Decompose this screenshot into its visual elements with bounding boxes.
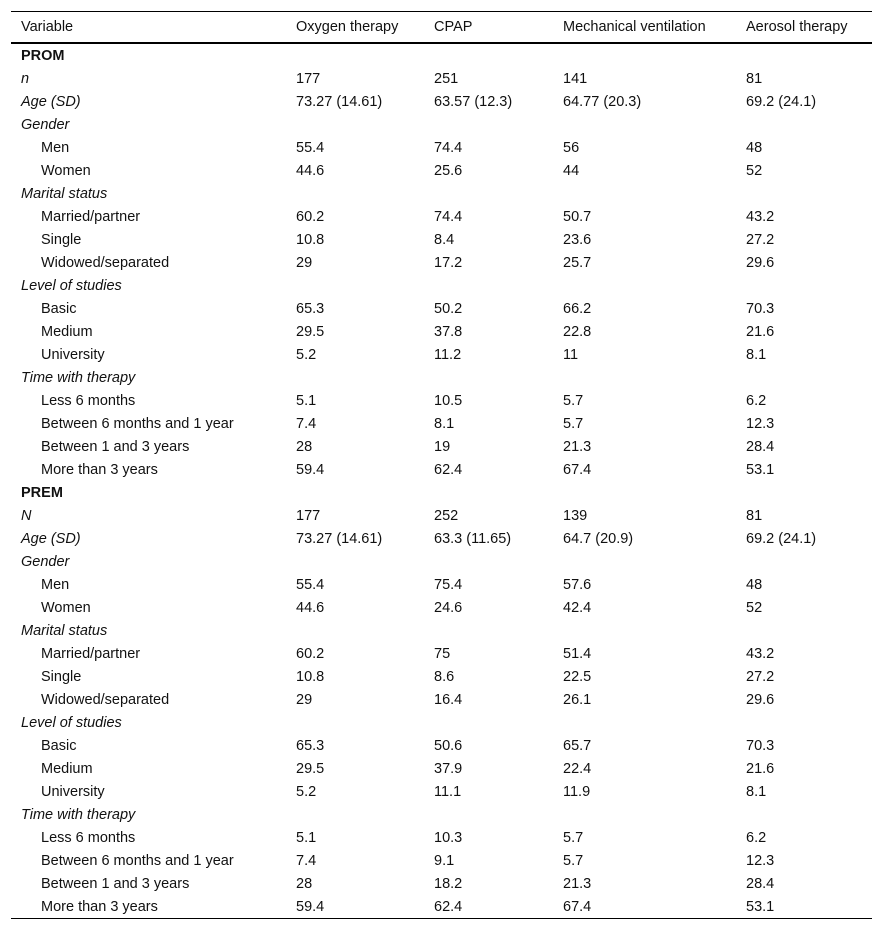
row-label: Married/partner — [41, 645, 141, 662]
row-label: More than 3 years — [41, 461, 158, 478]
column-header-oxygen-therapy: Oxygen therapy — [296, 19, 399, 35]
row-label: Women — [41, 162, 91, 179]
row-label: Between 6 months and 1 year — [41, 852, 234, 869]
cell-value: 6.2 — [746, 392, 767, 409]
table-row — [11, 849, 872, 872]
cell-value: 6.2 — [746, 829, 767, 846]
table-row — [11, 688, 872, 711]
table-row — [11, 872, 872, 895]
table-row — [11, 343, 872, 366]
category-row — [11, 366, 872, 389]
cell-value: 21.3 — [563, 875, 592, 892]
cell-value: 37.9 — [434, 760, 463, 777]
row-label: N — [21, 507, 32, 524]
cell-value: 81 — [746, 507, 763, 524]
section-row — [11, 481, 872, 504]
table-body — [11, 43, 872, 919]
cell-value: 74.4 — [434, 208, 463, 225]
cell-value: 5.2 — [296, 346, 317, 363]
cell-value: 42.4 — [563, 599, 592, 616]
cell-value: 51.4 — [563, 645, 592, 662]
cell-value: 5.7 — [563, 415, 584, 432]
cell-value: 59.4 — [296, 461, 325, 478]
row-label: n — [21, 70, 30, 87]
table-row — [11, 136, 872, 159]
cell-value: 21.6 — [746, 760, 775, 777]
row-label: Age (SD) — [21, 93, 81, 110]
cell-value: 28 — [296, 438, 313, 455]
table-row — [11, 435, 872, 458]
table-row — [11, 826, 872, 849]
cell-value: 22.5 — [563, 668, 592, 685]
row-label: Less 6 months — [41, 392, 136, 409]
row-label: Widowed/separated — [41, 254, 170, 271]
cell-value: 44 — [563, 162, 580, 179]
cell-value: 8.6 — [434, 668, 455, 685]
table-row — [11, 159, 872, 182]
cell-value: 55.4 — [296, 576, 325, 593]
category-label: Marital status — [21, 622, 108, 639]
table-container — [11, 11, 872, 919]
cell-value: 139 — [563, 507, 588, 524]
column-header-mechanical-ventilation: Mechanical ventilation — [563, 19, 706, 35]
cell-value: 7.4 — [296, 415, 317, 432]
cell-value: 63.3 (11.65) — [434, 530, 512, 547]
cell-value: 43.2 — [746, 208, 775, 225]
cell-value: 12.3 — [746, 415, 775, 432]
cell-value: 73.27 (14.61) — [296, 530, 383, 547]
cell-value: 22.4 — [563, 760, 592, 777]
cell-value: 52 — [746, 162, 763, 179]
cell-value: 64.77 (20.3) — [563, 93, 642, 110]
table-row — [11, 504, 872, 527]
cell-value: 16.4 — [434, 691, 463, 708]
cell-value: 57.6 — [563, 576, 592, 593]
cell-value: 29.5 — [296, 323, 325, 340]
cell-value: 5.7 — [563, 852, 584, 869]
cell-value: 44.6 — [296, 599, 325, 616]
cell-value: 18.2 — [434, 875, 463, 892]
table-row — [11, 412, 872, 435]
cell-value: 53.1 — [736, 895, 872, 919]
table-row — [11, 527, 872, 550]
row-label: University — [41, 346, 105, 363]
cell-value: 28.4 — [746, 438, 775, 455]
cell-value: 29 — [296, 254, 313, 271]
cell-value: 28.4 — [746, 875, 775, 892]
cell-value: 29 — [296, 691, 313, 708]
cell-value: 66.2 — [563, 300, 592, 317]
row-label: Between 1 and 3 years — [41, 875, 190, 892]
column-header-variable: Variable — [21, 19, 74, 35]
cell-value: 70.3 — [746, 300, 775, 317]
column-header-aerosol-therapy: Aerosol therapy — [746, 19, 848, 35]
row-label: University — [41, 783, 105, 800]
cell-value: 251 — [434, 70, 459, 87]
cell-value: 11.9 — [563, 783, 591, 800]
cell-value: 5.1 — [296, 829, 317, 846]
cell-value: 70.3 — [746, 737, 775, 754]
header-row — [11, 12, 872, 44]
cell-value: 5.7 — [563, 829, 584, 846]
cell-value: 9.1 — [434, 852, 455, 869]
cell-value: 28 — [296, 875, 313, 892]
cell-value: 10.5 — [434, 392, 463, 409]
cell-value: 60.2 — [296, 208, 325, 225]
cell-value: 27.2 — [746, 668, 775, 685]
cell-value: 37.8 — [434, 323, 463, 340]
cell-value: 73.27 (14.61) — [296, 93, 383, 110]
table-row — [11, 458, 872, 481]
table-row — [11, 734, 872, 757]
cell-value: 75 — [434, 645, 451, 662]
table-row — [11, 757, 872, 780]
table-row — [11, 90, 872, 113]
row-label: Single — [41, 231, 82, 248]
row-label: Married/partner — [41, 208, 141, 225]
cell-value: 19 — [434, 438, 451, 455]
table-row — [11, 895, 872, 919]
cell-value: 177 — [296, 70, 321, 87]
cell-value: 50.6 — [434, 737, 463, 754]
cell-value: 12.3 — [746, 852, 775, 869]
cell-value: 60.2 — [296, 645, 325, 662]
table-row — [11, 389, 872, 412]
row-label: Basic — [41, 737, 77, 754]
cell-value: 141 — [563, 70, 588, 87]
cell-value: 11.1 — [434, 783, 462, 800]
section-title: PROM — [21, 47, 65, 64]
row-label: Between 6 months and 1 year — [41, 415, 234, 432]
column-header-cpap: CPAP — [434, 19, 473, 35]
cell-value: 55.4 — [296, 139, 325, 156]
section-row — [11, 43, 872, 67]
row-label: Women — [41, 599, 91, 616]
cell-value: 67.4 — [563, 461, 592, 478]
cell-value: 65.7 — [563, 737, 592, 754]
cell-value: 62.4 — [434, 461, 463, 478]
category-row — [11, 550, 872, 573]
cell-value: 5.1 — [296, 392, 317, 409]
table-row — [11, 251, 872, 274]
cell-value: 8.1 — [434, 415, 455, 432]
cell-value: 48 — [746, 576, 763, 593]
cell-value: 177 — [296, 507, 321, 524]
table-row — [11, 228, 872, 251]
cell-value: 44.6 — [296, 162, 325, 179]
row-label: Medium — [41, 760, 93, 777]
cell-value: 8.1 — [746, 346, 767, 363]
cell-value: 10.8 — [296, 231, 325, 248]
table-header — [11, 12, 872, 44]
cell-value: 21.3 — [563, 438, 592, 455]
category-row — [11, 711, 872, 734]
cell-value: 8.1 — [746, 783, 767, 800]
row-label: Medium — [41, 323, 93, 340]
cell-value: 69.2 (24.1) — [746, 530, 817, 547]
row-label: Single — [41, 668, 82, 685]
cell-value: 10.8 — [296, 668, 325, 685]
cell-value: 59.4 — [286, 895, 424, 919]
cell-value: 29.6 — [746, 254, 775, 271]
row-label: Widowed/separated — [41, 691, 170, 708]
cell-value: 26.1 — [563, 691, 592, 708]
cell-value: 53.1 — [746, 461, 775, 478]
category-label: Level of studies — [21, 714, 122, 731]
cell-value: 22.8 — [563, 323, 592, 340]
category-row — [11, 182, 872, 205]
category-row — [11, 619, 872, 642]
cell-value: 69.2 (24.1) — [746, 93, 817, 110]
cell-value: 64.7 (20.9) — [563, 530, 634, 547]
cell-value: 50.7 — [563, 208, 592, 225]
category-label: Time with therapy — [21, 806, 136, 823]
cell-value: 5.7 — [563, 392, 584, 409]
category-row — [11, 274, 872, 297]
cell-value: 252 — [434, 507, 459, 524]
cell-value: 43.2 — [746, 645, 775, 662]
cell-value: 27.2 — [746, 231, 775, 248]
section-title: PREM — [21, 484, 63, 501]
table-row — [11, 596, 872, 619]
category-label: Marital status — [21, 185, 108, 202]
cell-value: 29.5 — [296, 760, 325, 777]
cell-value: 56 — [563, 139, 580, 156]
cell-value: 74.4 — [434, 139, 463, 156]
table-row — [11, 205, 872, 228]
cell-value: 10.3 — [434, 829, 463, 846]
data-table — [11, 11, 872, 919]
table-row — [11, 320, 872, 343]
cell-value: 29.6 — [746, 691, 775, 708]
row-label: Less 6 months — [41, 829, 136, 846]
category-row — [11, 803, 872, 826]
table-row — [11, 642, 872, 665]
row-label: More than 3 years — [11, 895, 286, 919]
cell-value: 5.2 — [296, 783, 317, 800]
category-row — [11, 113, 872, 136]
cell-value: 65.3 — [296, 737, 325, 754]
cell-value: 52 — [746, 599, 763, 616]
row-label: Basic — [41, 300, 77, 317]
cell-value: 23.6 — [563, 231, 592, 248]
category-label: Gender — [21, 116, 70, 133]
table-row — [11, 780, 872, 803]
row-label: Age (SD) — [21, 530, 81, 547]
cell-value: 25.6 — [434, 162, 463, 179]
row-label: Between 1 and 3 years — [41, 438, 190, 455]
cell-value: 8.4 — [434, 231, 455, 248]
cell-value: 25.7 — [563, 254, 592, 271]
cell-value: 24.6 — [434, 599, 463, 616]
cell-value: 65.3 — [296, 300, 325, 317]
row-label: Men — [41, 139, 70, 156]
category-label: Gender — [21, 553, 70, 570]
table-row — [11, 67, 872, 90]
cell-value: 48 — [746, 139, 763, 156]
cell-value: 67.4 — [553, 895, 736, 919]
table-row — [11, 297, 872, 320]
cell-value: 50.2 — [434, 300, 463, 317]
cell-value: 75.4 — [434, 576, 463, 593]
table-row — [11, 665, 872, 688]
cell-value: 81 — [746, 70, 763, 87]
cell-value: 7.4 — [296, 852, 317, 869]
cell-value: 11 — [563, 346, 579, 363]
cell-value: 62.4 — [424, 895, 553, 919]
cell-value: 11.2 — [434, 346, 462, 363]
category-label: Time with therapy — [21, 369, 136, 386]
cell-value: 63.57 (12.3) — [434, 93, 513, 110]
cell-value: 17.2 — [434, 254, 463, 271]
row-label: Men — [41, 576, 70, 593]
category-label: Level of studies — [21, 277, 122, 294]
table-row — [11, 573, 872, 596]
cell-value: 21.6 — [746, 323, 775, 340]
